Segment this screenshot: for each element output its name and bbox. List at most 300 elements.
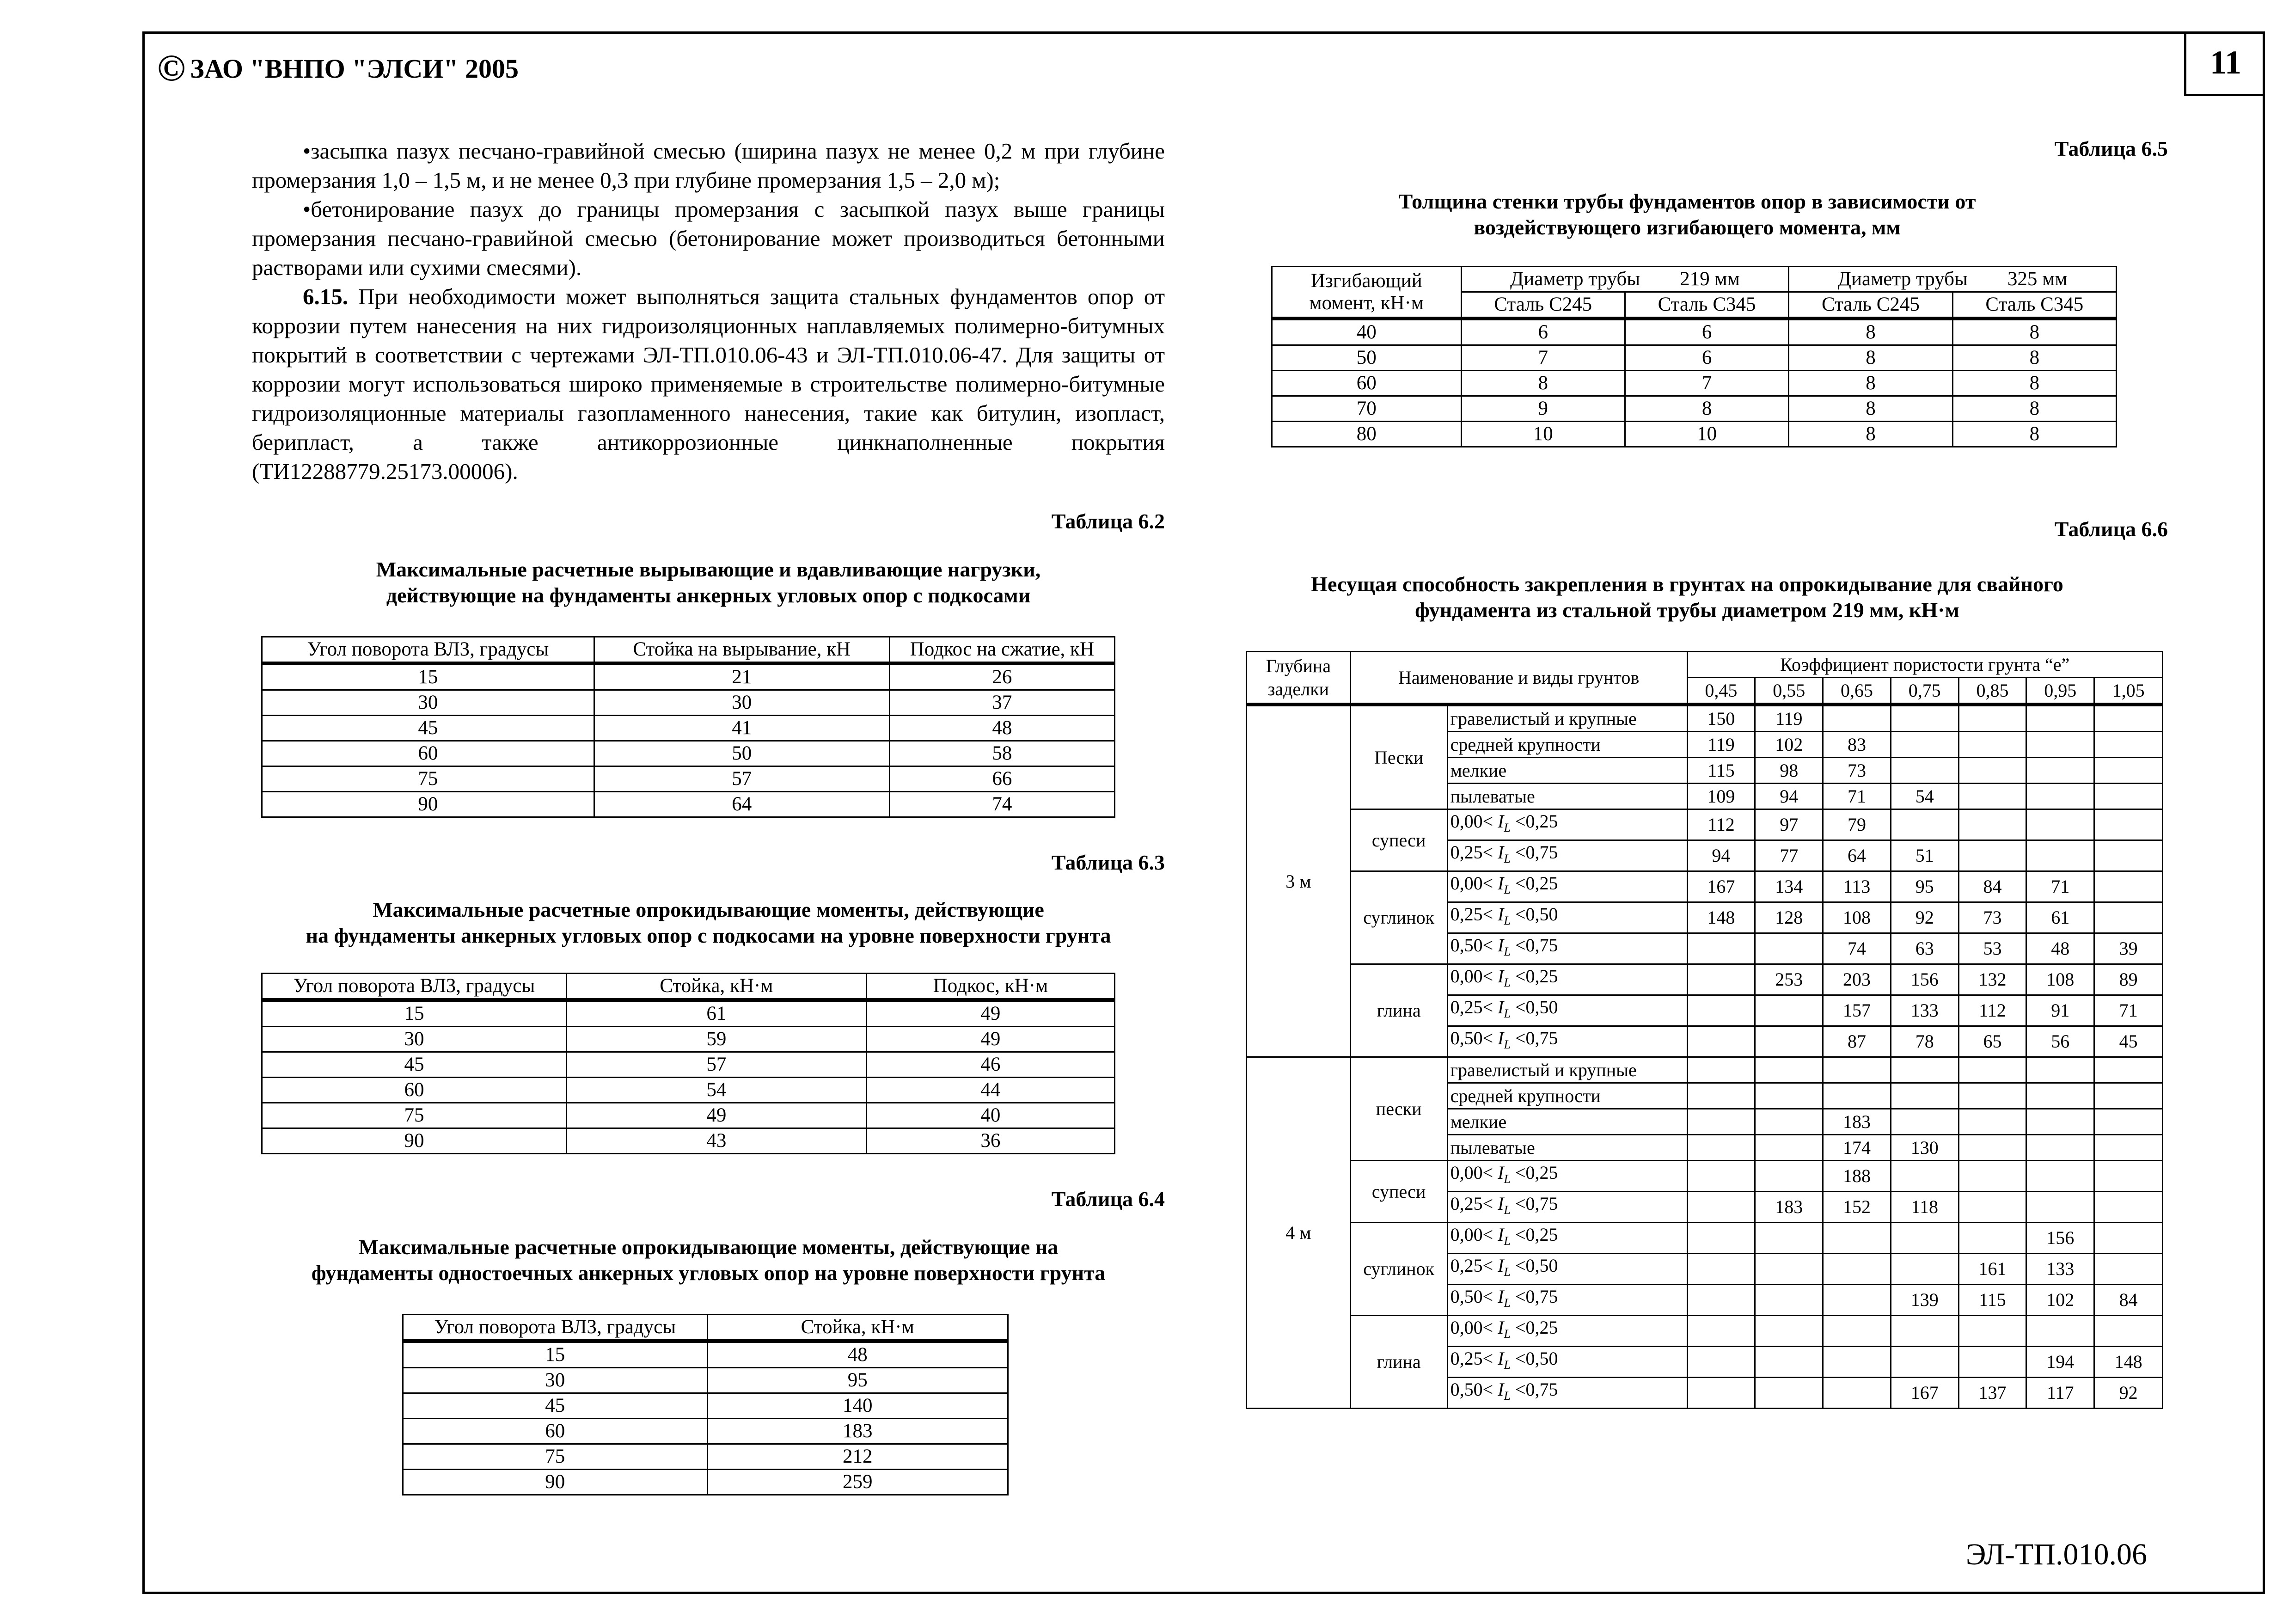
table-cell: 56: [2026, 1026, 2094, 1057]
table-row: [262, 1128, 1115, 1154]
table-cell: 61: [2026, 902, 2094, 933]
table-cell: 8: [1625, 396, 1788, 422]
table-cell: 51: [1891, 840, 1958, 871]
t62-header-strut: Подкос на сжатие, кН: [889, 637, 1114, 664]
table-cell: 150: [1687, 705, 1755, 732]
table66-caption-2: фундамента из стальной трубы диаметром 219 мм, кН·м: [1415, 598, 1959, 622]
table-cell: 92: [2094, 1378, 2163, 1409]
t66-soil-type: $0,50< I_L <0,75$: [1447, 1378, 1687, 1409]
table-cell: [1687, 1254, 1755, 1285]
table-cell: [2026, 1316, 2094, 1347]
table-row: [403, 1368, 1008, 1393]
table-cell: 115: [1958, 1285, 2026, 1316]
table-row: [262, 741, 1115, 766]
table-cell: 53: [1958, 933, 2026, 964]
table-cell: [1958, 1192, 2026, 1223]
table-cell: [1891, 1254, 1958, 1285]
table-cell: [1891, 732, 1958, 758]
company-title: ЗАО "ВНПО "ЭЛСИ" 2005: [190, 54, 519, 84]
table-cell: [1891, 1161, 1958, 1192]
table-cell: 8: [1952, 345, 2116, 371]
table-cell: [1891, 1109, 1958, 1135]
table-cell: [1823, 1316, 1891, 1347]
table-cell: [1687, 995, 1755, 1026]
t66-soil-type: пылеватые: [1447, 784, 1687, 809]
t66-soil-group: супеси: [1350, 809, 1447, 871]
table-cell: [1958, 1347, 2026, 1378]
table-cell: 36: [866, 1128, 1114, 1154]
t65-header-d325: [1789, 267, 2117, 292]
table-cell: 50: [594, 741, 889, 766]
table-cell: [1823, 1254, 1891, 1285]
table-cell: [2094, 1135, 2163, 1161]
table-cell: [2026, 732, 2094, 758]
table-cell: [2094, 902, 2163, 933]
table-cell: [2094, 758, 2163, 784]
table-cell: 84: [2094, 1285, 2163, 1316]
table-cell: 156: [2026, 1223, 2094, 1254]
table-cell: 6: [1625, 345, 1788, 371]
table-cell: [2094, 1316, 2163, 1347]
table-cell: 71: [2026, 871, 2094, 902]
t66-soil-group: глина: [1350, 964, 1447, 1057]
table-cell: 108: [2026, 964, 2094, 995]
table-cell: [1755, 1223, 1823, 1254]
table63-caption-1: Максимальные расчетные опрокидывающие моменты, действующие: [373, 898, 1044, 921]
table-cell: 130: [1891, 1135, 1958, 1161]
table-cell: [1755, 1285, 1823, 1316]
table-cell: 54: [1891, 784, 1958, 809]
table-cell: [1958, 1316, 2026, 1347]
t64-header-post: Стойка, кН·м: [707, 1315, 1008, 1342]
table-cell: 92: [1891, 902, 1958, 933]
table-cell: [1958, 840, 2026, 871]
table-cell: [1823, 1223, 1891, 1254]
table62-label: Таблица 6.2: [1051, 509, 1165, 533]
table-cell: 8: [1952, 422, 2116, 447]
table-cell: 8: [1789, 396, 1952, 422]
table-row: [1247, 1057, 2163, 1083]
t63-header-strut: Подкос, кН·м: [866, 974, 1114, 1000]
table-cell: 174: [1823, 1135, 1891, 1161]
table-cell: 89: [2094, 964, 2163, 995]
table-cell: [1891, 1223, 1958, 1254]
table-cell: [2026, 1109, 2094, 1135]
table-cell: 119: [1755, 705, 1823, 732]
table-row: [1272, 422, 2117, 447]
table-row: [262, 1052, 1115, 1078]
table-cell: [2094, 1083, 2163, 1109]
table-cell: 49: [866, 1000, 1114, 1027]
t65-d325-label: Диаметр трубы: [1837, 268, 1968, 290]
table-cell: 75: [262, 766, 594, 792]
table-cell: 9: [1461, 396, 1625, 422]
table-cell: [1755, 933, 1823, 964]
table-row: [403, 1419, 1008, 1444]
table-cell: [1687, 1192, 1755, 1223]
t63-header-post: Стойка, кН·м: [566, 974, 866, 1000]
t66-coef-header: 0,45: [1687, 678, 1755, 705]
table-cell: 78: [1891, 1026, 1958, 1057]
table-cell: 44: [866, 1078, 1114, 1103]
table-cell: 48: [2026, 933, 2094, 964]
table-cell: 45: [262, 1052, 567, 1078]
table-cell: 8: [1789, 371, 1952, 396]
table-cell: 95: [1891, 871, 1958, 902]
table-cell: 10: [1625, 422, 1788, 447]
table-cell: [1891, 705, 1958, 732]
t66-soil-type: $0,00< I_L <0,25$: [1447, 1316, 1687, 1347]
table-cell: [2094, 1254, 2163, 1285]
t63-header-angle: Угол поворота ВЛЗ, градусы: [262, 974, 567, 1000]
table-row: [262, 792, 1115, 817]
table-cell: 79: [1823, 809, 1891, 840]
t66-soil-type: средней крупности: [1447, 1083, 1687, 1109]
table-cell: 26: [889, 663, 1114, 690]
t66-coef-header: 0,85: [1958, 678, 2026, 705]
t66-soil-group: супеси: [1350, 1161, 1447, 1223]
table-cell: [2094, 1223, 2163, 1254]
table-row: [403, 1470, 1008, 1495]
t66-soil-group: пески: [1350, 1057, 1447, 1161]
table-cell: 45: [262, 716, 594, 741]
table-cell: 30: [403, 1368, 708, 1393]
table-cell: 8: [1789, 345, 1952, 371]
t66-soil-type: $0,00< I_L <0,25$: [1447, 1223, 1687, 1254]
t66-soil-type: $0,25< I_L <0,50$: [1447, 995, 1687, 1026]
table-cell: [2094, 784, 2163, 809]
t66-soil-group: Пески: [1350, 705, 1447, 809]
table-cell: 91: [2026, 995, 2094, 1026]
table-cell: [2026, 1192, 2094, 1223]
table-row: [403, 1444, 1008, 1470]
table-cell: 63: [1891, 933, 1958, 964]
table-cell: [1687, 1378, 1755, 1409]
table-row: [262, 1078, 1115, 1103]
table-cell: [2094, 705, 2163, 732]
table-cell: 15: [403, 1341, 708, 1368]
t66-header-coef: Коэффициент пористости грунта “е”: [1687, 652, 2162, 678]
table-cell: 59: [566, 1027, 866, 1052]
table-cell: 183: [1823, 1109, 1891, 1135]
table-cell: 70: [1272, 396, 1462, 422]
t66-header-depth-1: Глубина: [1266, 655, 1331, 676]
document-code: ЭЛ-ТП.010.06: [1965, 1538, 2147, 1571]
table-cell: 139: [1891, 1285, 1958, 1316]
table-cell: 66: [889, 766, 1114, 792]
table-cell: 37: [889, 690, 1114, 716]
table-cell: 10: [1461, 422, 1625, 447]
table-cell: [1958, 705, 2026, 732]
table-cell: 133: [1891, 995, 1958, 1026]
t66-header-depth-2: заделки: [1267, 678, 1329, 699]
table-cell: 71: [1823, 784, 1891, 809]
page-number: 11: [2184, 31, 2265, 96]
table-6-4: [402, 1314, 1009, 1495]
t66-soil-type: гравелистый и крупные: [1447, 705, 1687, 732]
t66-soil-type: $0,25< I_L <0,50$: [1447, 902, 1687, 933]
paragraph-3: [252, 282, 1165, 486]
table-cell: 60: [262, 741, 594, 766]
table-cell: [1958, 1057, 2026, 1083]
table65-caption-1: Толщина стенки трубы фундаментов опор в зависимости от: [1398, 190, 1976, 213]
table-cell: [1687, 1161, 1755, 1192]
t65-steel-1: Сталь С245: [1461, 292, 1625, 319]
t66-soil-type: $0,00< I_L <0,25$: [1447, 809, 1687, 840]
header-title: [157, 46, 519, 90]
table-cell: 133: [2026, 1254, 2094, 1285]
t65-header-moment-2: момент, кН·м: [1309, 292, 1424, 314]
table-row: [1247, 871, 2163, 902]
table-cell: [1755, 1109, 1823, 1135]
table-cell: [1755, 1316, 1823, 1347]
table-cell: 75: [403, 1444, 708, 1470]
table-cell: [1687, 1347, 1755, 1378]
t66-soil-type: $0,50< I_L <0,75$: [1447, 1026, 1687, 1057]
table-cell: 188: [1823, 1161, 1891, 1192]
table-cell: 48: [889, 716, 1114, 741]
table-cell: 40: [1272, 319, 1462, 345]
table-row: [262, 663, 1115, 690]
table-cell: [1891, 809, 1958, 840]
table-cell: 183: [1755, 1192, 1823, 1223]
table-cell: [2094, 1057, 2163, 1083]
t66-coef-header: 0,95: [2026, 678, 2094, 705]
table-cell: 40: [866, 1103, 1114, 1128]
table-cell: [1958, 809, 2026, 840]
paragraph-2: •бетонирование пазух до границы промерзания с засыпкой пазух выше границы промерзания песчано-гравийной смесью (бетонирование может производиться бетонными растворами или сухими смесями).: [252, 196, 1165, 280]
table-cell: [1755, 995, 1823, 1026]
table-6-6: [1246, 651, 2163, 1409]
table64-caption-1: Максимальные расчетные опрокидывающие моменты, действующие на: [358, 1235, 1059, 1259]
table-cell: 49: [866, 1027, 1114, 1052]
t66-soil-type: $0,50< I_L <0,75$: [1447, 1285, 1687, 1316]
table-cell: 6: [1461, 319, 1625, 345]
table-row: [1247, 809, 2163, 840]
table-cell: [1823, 1083, 1891, 1109]
table-cell: 73: [1958, 902, 2026, 933]
table-cell: 58: [889, 741, 1114, 766]
t66-soil-type: $0,25< I_L <0,75$: [1447, 840, 1687, 871]
paragraph-1: •засыпка пазух песчано-гравийной смесью (ширина пазух не менее 0,2 м при глубине промерзания 1,0 – 1,5 м, и не менее 0,3 при глубине промерзания 1,5 – 2,0 м);: [252, 138, 1165, 193]
table-cell: 132: [1958, 964, 2026, 995]
table-cell: 140: [707, 1393, 1008, 1419]
table-cell: 148: [1687, 902, 1755, 933]
table-cell: 148: [2094, 1347, 2163, 1378]
table-cell: 80: [1272, 422, 1462, 447]
t66-soil-group: суглинок: [1350, 871, 1447, 964]
table-cell: [1687, 1316, 1755, 1347]
table-cell: 15: [262, 663, 594, 690]
table-cell: 102: [2026, 1285, 2094, 1316]
table-cell: 117: [2026, 1378, 2094, 1409]
table-cell: [1823, 1347, 1891, 1378]
t66-soil-type: $0,25< I_L <0,50$: [1447, 1254, 1687, 1285]
table-cell: 119: [1687, 732, 1755, 758]
table-cell: [1891, 1057, 1958, 1083]
table-cell: 57: [594, 766, 889, 792]
table65-caption-2: воздействующего изгибающего момента, мм: [1474, 215, 1901, 239]
t65-steel-3: Сталь С245: [1789, 292, 1952, 319]
table-cell: 112: [1958, 995, 2026, 1026]
table-cell: [2026, 784, 2094, 809]
table-row: [1272, 345, 2117, 371]
table-cell: [1687, 964, 1755, 995]
table-cell: [1823, 1057, 1891, 1083]
table-cell: [1755, 1026, 1823, 1057]
t65-d219-label: Диаметр трубы: [1510, 268, 1640, 290]
table-cell: 157: [1823, 995, 1891, 1026]
table-cell: 39: [2094, 933, 2163, 964]
table-cell: 118: [1891, 1192, 1958, 1223]
t65-d219-value: 219 мм: [1680, 268, 1740, 290]
t66-soil-type: $0,00< I_L <0,25$: [1447, 964, 1687, 995]
table-cell: [1958, 784, 2026, 809]
table-cell: 102: [1755, 732, 1823, 758]
paragraph-3-text: При необходимости может выполняться защита стальных фундаментов опор от коррозии путем нанесения на них гидроизоляционных наплавляемых полимерно-битумных покрытий в соответствии с чертежами ЭЛ-ТП.010.06-43 и ЭЛ-ТП.010.06-47. Для защиты от коррозии могут использоваться широко применяемые в строительстве полимерно-битумные гидроизоляционные материалы газопламенного нанесения, такие как битулин, изопласт, берипласт, а также антикоррозионные цинкнаполненные покрытия (ТИ12288779.25173.00006).: [252, 284, 1165, 484]
table-cell: 84: [1958, 871, 2026, 902]
right-column: [1248, 136, 2168, 1409]
table-cell: [1687, 1285, 1755, 1316]
table-cell: [1755, 1057, 1823, 1083]
table-cell: [2026, 705, 2094, 732]
table-cell: [1823, 705, 1891, 732]
table-cell: [2094, 840, 2163, 871]
table-cell: 15: [262, 1000, 567, 1027]
t66-soil-type: $0,50< I_L <0,75$: [1447, 933, 1687, 964]
table-cell: [2026, 840, 2094, 871]
t66-soil-type: $0,00< I_L <0,25$: [1447, 1161, 1687, 1192]
table-cell: 253: [1755, 964, 1823, 995]
table-cell: [2026, 1135, 2094, 1161]
table-cell: 203: [1823, 964, 1891, 995]
table-cell: 65: [1958, 1026, 2026, 1057]
table-cell: [1755, 1347, 1823, 1378]
table-cell: 194: [2026, 1347, 2094, 1378]
table-cell: [1958, 1109, 2026, 1135]
table-row: [1272, 396, 2117, 422]
table-cell: 8: [1952, 319, 2116, 345]
t66-soil-type: $0,25< I_L <0,75$: [1447, 1192, 1687, 1223]
table-cell: 161: [1958, 1254, 2026, 1285]
table-cell: 7: [1625, 371, 1788, 396]
table-cell: 71: [2094, 995, 2163, 1026]
table-cell: 74: [1823, 933, 1891, 964]
left-column: [252, 136, 1165, 1495]
table-cell: [1958, 758, 2026, 784]
clause-number: 6.15.: [303, 284, 348, 309]
table-cell: [2094, 871, 2163, 902]
table-cell: [1755, 1135, 1823, 1161]
table-cell: [1958, 1083, 2026, 1109]
table-cell: 259: [707, 1470, 1008, 1495]
table-row: [1272, 319, 2117, 345]
t62-header-pullout: Стойка на вырывание, кН: [594, 637, 889, 664]
table-row: [1247, 1161, 2163, 1192]
table-cell: [1958, 1135, 2026, 1161]
table-cell: [1687, 1026, 1755, 1057]
t66-soil-type: мелкие: [1447, 1109, 1687, 1135]
table-cell: [1755, 1161, 1823, 1192]
table-cell: [1891, 1083, 1958, 1109]
table-row: [262, 690, 1115, 716]
table-cell: 83: [1823, 732, 1891, 758]
table-cell: 21: [594, 663, 889, 690]
t65-header-moment-1: Изгибающий: [1310, 270, 1422, 292]
table-cell: 43: [566, 1128, 866, 1154]
table-cell: [2094, 1192, 2163, 1223]
table-cell: 109: [1687, 784, 1755, 809]
table-cell: [1891, 758, 1958, 784]
t66-coef-header: 1,05: [2094, 678, 2163, 705]
table-cell: 7: [1461, 345, 1625, 371]
t62-header-angle: Угол поворота ВЛЗ, градусы: [262, 637, 594, 664]
table-cell: [1755, 1378, 1823, 1409]
table-row: [1272, 371, 2117, 396]
table-cell: 8: [1952, 371, 2116, 396]
t65-header-moment: [1272, 267, 1462, 319]
t66-soil-type: средней крупности: [1447, 732, 1687, 758]
table-cell: [1823, 1378, 1891, 1409]
t66-soil-type: пылеватые: [1447, 1135, 1687, 1161]
table-cell: 64: [594, 792, 889, 817]
table-cell: [1687, 933, 1755, 964]
t64-header-angle: Угол поворота ВЛЗ, градусы: [403, 1315, 708, 1342]
table64-label: Таблица 6.4: [1051, 1187, 1165, 1211]
table65-label: Таблица 6.5: [2054, 137, 2168, 160]
table-cell: [1958, 1223, 2026, 1254]
table-6-2: [261, 636, 1115, 818]
table62-caption-1: Максимальные расчетные вырывающие и вдавливающие нагрузки,: [376, 558, 1041, 581]
table-cell: [1687, 1083, 1755, 1109]
table-cell: [1755, 1083, 1823, 1109]
table-cell: [1891, 1316, 1958, 1347]
table-row: [262, 716, 1115, 741]
t66-coef-header: 0,75: [1891, 678, 1958, 705]
table-cell: 94: [1687, 840, 1755, 871]
table-cell: 97: [1755, 809, 1823, 840]
table-cell: 167: [1891, 1378, 1958, 1409]
table-cell: 45: [2094, 1026, 2163, 1057]
t65-steel-4: Сталь С345: [1952, 292, 2116, 319]
t66-soil-type: $0,00< I_L <0,25$: [1447, 871, 1687, 902]
table-cell: 8: [1952, 396, 2116, 422]
table-cell: 60: [1272, 371, 1462, 396]
table-cell: 90: [262, 792, 594, 817]
table-cell: 137: [1958, 1378, 2026, 1409]
table-cell: [1958, 732, 2026, 758]
table-cell: 60: [403, 1419, 708, 1444]
table-cell: [2094, 1161, 2163, 1192]
table-cell: 8: [1789, 422, 1952, 447]
table-cell: 30: [594, 690, 889, 716]
table-cell: 57: [566, 1052, 866, 1078]
table-cell: 50: [1272, 345, 1462, 371]
table-cell: [2094, 732, 2163, 758]
table-cell: 74: [889, 792, 1114, 817]
table-cell: 8: [1789, 319, 1952, 345]
table-row: [1247, 1223, 2163, 1254]
table-cell: 90: [262, 1128, 567, 1154]
table-cell: 94: [1755, 784, 1823, 809]
table62-caption-2: действующие на фундаменты анкерных угловых опор с подкосами: [386, 583, 1031, 607]
table-row: [262, 1000, 1115, 1027]
t66-depth-cell: 3 м: [1247, 705, 1351, 1057]
table-cell: 8: [1461, 371, 1625, 396]
copyright-icon: ©: [157, 47, 186, 89]
table-cell: 45: [403, 1393, 708, 1419]
t66-soil-type: $0,25< I_L <0,50$: [1447, 1347, 1687, 1378]
